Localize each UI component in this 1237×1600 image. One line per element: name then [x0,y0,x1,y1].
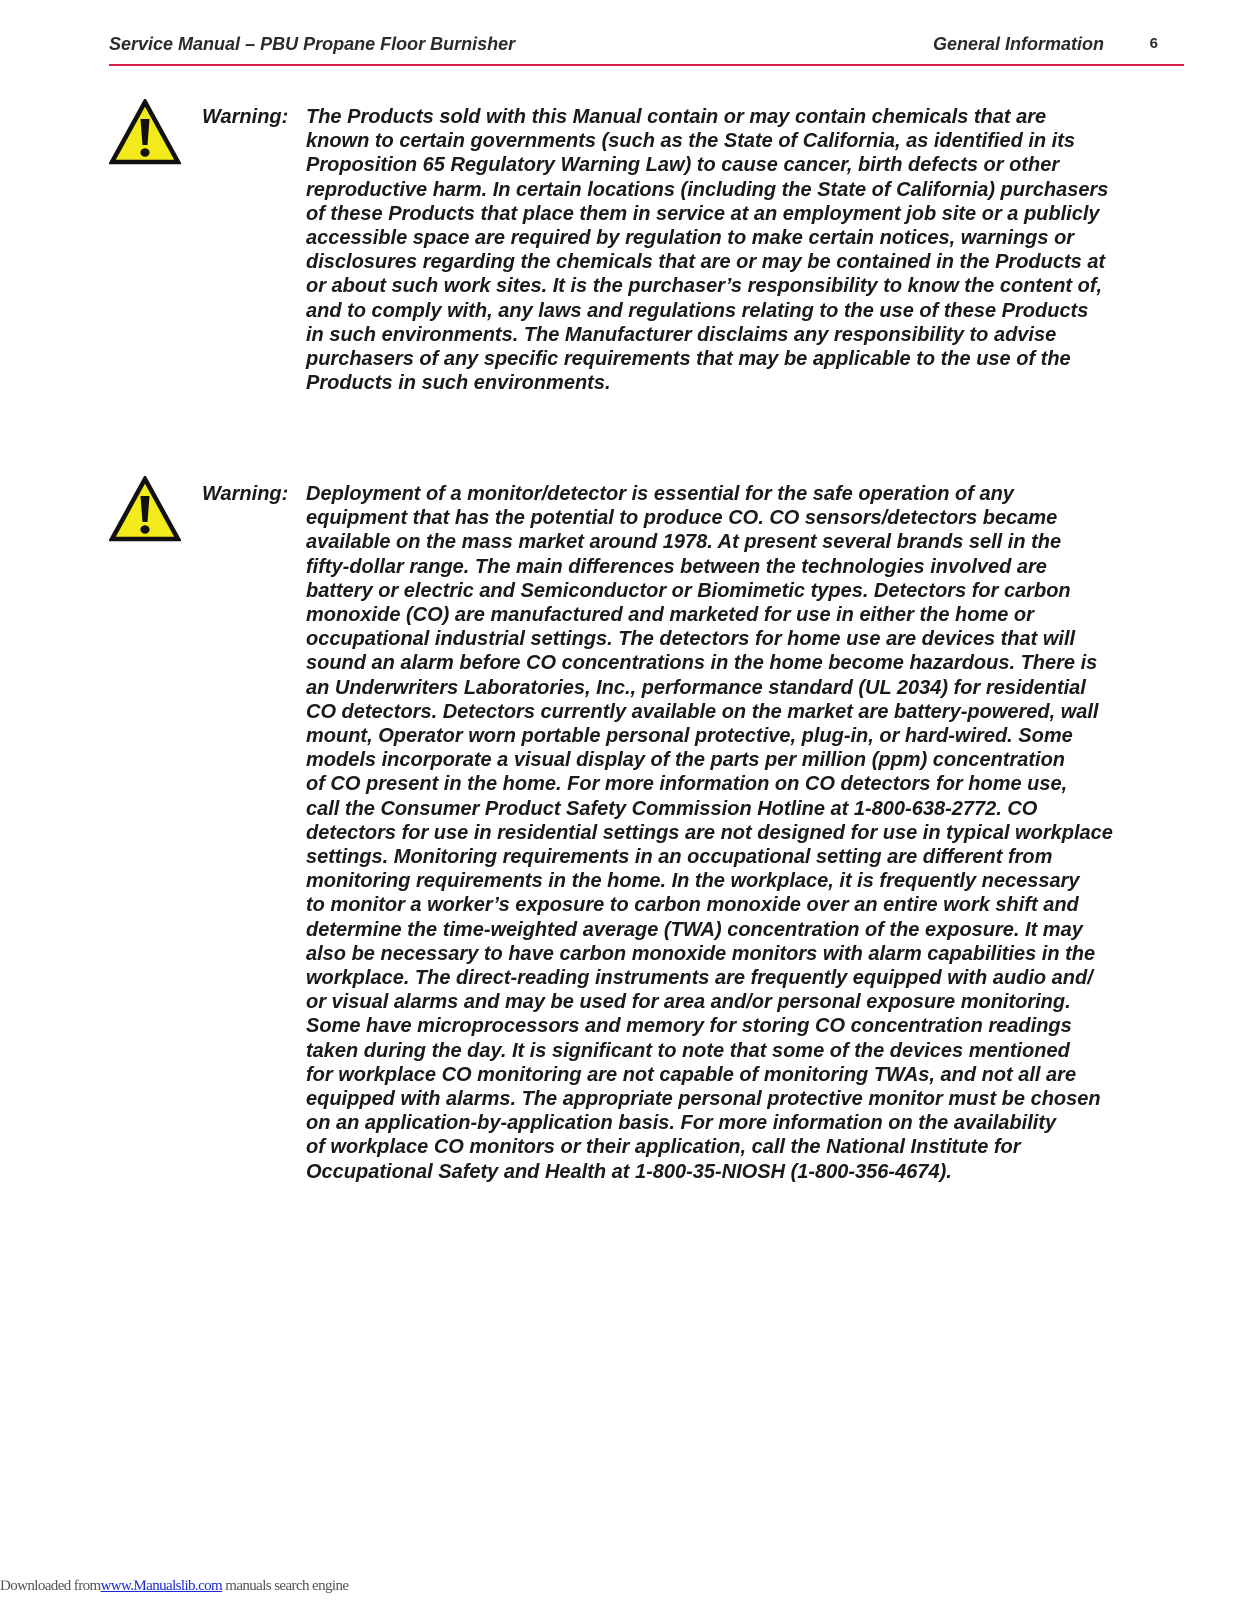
warning-triangle-icon [109,476,181,542]
warning-label: Warning: [202,106,289,128]
warning-label: Warning: [202,483,289,505]
section-title: General Information [932,34,1104,54]
warning-triangle-icon [109,99,181,165]
footer-suffix: manuals search engine [222,1578,349,1594]
page-header [109,30,1184,66]
manualslib-link[interactable]: www.Manualslib.com [100,1578,223,1594]
footer-prefix: Downloaded from [0,1578,101,1594]
download-footer [0,1578,348,1595]
manual-title: Service Manual – PBU Propane Floor Burnisher [109,34,516,54]
warning-text: Deployment of a monitor/detector is essential for the safe operation of any equipment that has the potential to produce CO. CO sensors/detectors became available on the mass market around 1978. At present several brands sell in the fifty-dollar range. The main differences between the technologies involved are battery or electric and Semiconductor or Biomimetic types. Detectors for carbon monoxide (CO) are manufactured and marketed for use in either the home or occupational industrial settings. The detectors for home use are devices that will sound an alarm before CO concentrations in the home become hazardous. There is an Underwriters Laboratories, Inc., performance standard (UL 2034) for residential CO detectors. Detectors currently available on the market are battery-powered, wall mount, Operator worn portable personal protective, plug-in, or hard-wired. Some models incorporate a visual display of the parts per million (ppm) concentration of CO present in the home. For more information on CO detectors for home use, call the Consumer Product Safety Commission Hotline at 1-800-638-2772. CO detectors for use in residential settings are not designed for use in typical workplace settings. Monitoring requirements in an occupational setting are different from monitoring requirements in the home. In the workplace, it is frequently necessary to monitor a worker’s exposure to carbon monoxide over an entire work shift and determine the time-weighted average (TWA) concentration of the exposure. It may also be necessary to have carbon monoxide monitors with alarm capabilities in the workplace. The direct-reading instruments are frequently equipped with audio and/ or visual alarms and may be used for area and/or personal exposure monitoring. Some have microprocessors and memory for storing CO concentration readings taken during the day. It is significant to note that some of the devices mentioned for workplace CO monitoring are not capable of monitoring TWAs, and not all are equipped with alarms. The appropriate personal protective monitor must be chosen on an application-by-application basis. For more information on the availability of workplace CO monitors or their application, call the National Institute for Occupational Safety and Health at 1-800-35-NIOSH (1-800-356-4674). [306,483,1113,1183]
page-number: 6 [1149,35,1158,52]
warning-text: The Products sold with this Manual contain or may contain chemicals that are known to certain governments (such as the State of California, as identified in its Proposition 65 Regulatory Warning Law) to cause cancer, birth defects or other reproductive harm. In certain locations (including the State of California) purchasers of these Products that place them in service at an employment job site or a publicly accessible space are required by regulation to make certain notices, warnings or disclosures regarding the chemicals that are or may be contained in the Products at or about such work sites. It is the purchaser’s responsibility to know the content of, and to comply with, any laws and regulations relating to the use of these Products in such environments. The Manufacturer disclaims any responsibility to advise purchasers of any specific requirements that may be applicable to the use of the Products in such environments. [306,106,1109,395]
